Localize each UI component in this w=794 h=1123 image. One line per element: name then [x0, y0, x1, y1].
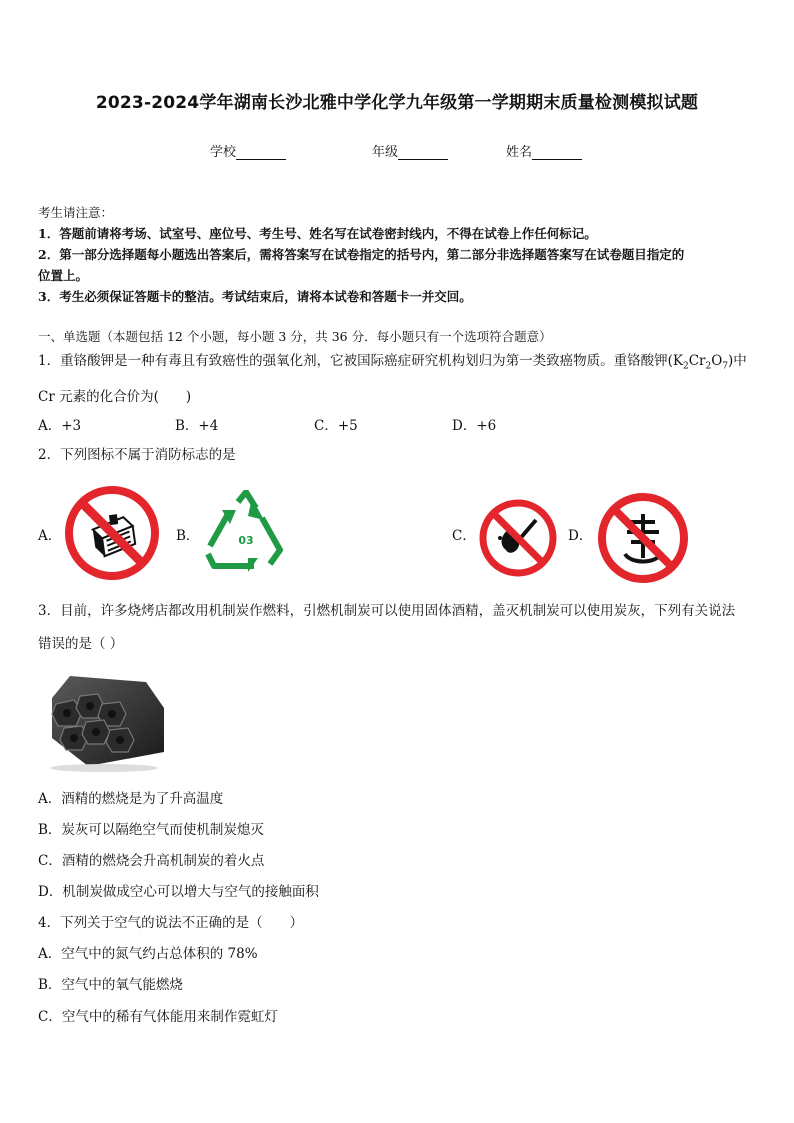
q1-option-a[interactable]: A．+3	[38, 418, 82, 434]
q3-option-a[interactable]: A．酒精的燃烧是为了升高温度	[38, 791, 224, 807]
no-fireworks-sign-icon[interactable]	[597, 492, 689, 584]
question-1	[38, 346, 760, 412]
note-item: 2．第一部分选择题每小题选出答案后，需将答案写在试卷指定的括号内，第二部分非选择题答案写在试卷题目指定的	[38, 247, 685, 262]
charcoal-briquettes-image	[42, 668, 168, 772]
question-2: 2．下列图标不属于消防标志的是	[38, 447, 236, 463]
grade-blank[interactable]	[398, 146, 448, 160]
grade-field	[372, 141, 448, 160]
question-4: 4．下列关于空气的说法不正确的是（ ）	[38, 915, 304, 931]
question-3	[38, 596, 760, 659]
school-blank[interactable]	[236, 146, 286, 160]
note-item: 位置上。	[38, 268, 89, 283]
q3-option-d[interactable]: D．机制炭做成空心可以增大与空气的接触面积	[38, 884, 319, 900]
question-1-line-1: 1．重铬酸钾是一种有毒且有致癌性的强氧化剂，它被国际癌症研究机构划归为第一类致癌物质。重铬酸钾$(K_2Cr_2O_7)$中	[38, 353, 747, 372]
note-item: 3．考生必须保证答题卡的整洁。考试结束后，请将本试卷和答题卡一并交回。	[38, 289, 472, 304]
note-item: 1．答题前请将考场、试室号、座位号、考生号、姓名写在试卷密封线内，不得在试卷上作任何标记。	[38, 226, 597, 241]
no-matches-sign-icon[interactable]	[64, 485, 160, 581]
no-open-flame-sign-icon[interactable]	[478, 498, 558, 578]
exam-notes	[38, 202, 758, 307]
name-field	[506, 141, 582, 160]
q2-option-a-label[interactable]: A．	[38, 528, 62, 544]
question-3-line-2: 错误的是（ ）	[38, 636, 124, 652]
name-blank[interactable]	[532, 146, 582, 160]
recycle-code: 03	[238, 534, 254, 547]
question-3-line-1: 3．目前，许多烧烤店都改用机制炭作燃料，引燃机制炭可以使用固体酒精，盖灭机制炭可以使用炭灰，下列有关说法	[38, 603, 736, 619]
page-title: 2023-2024学年湖南长沙北雅中学化学九年级第一学期期末质量检测模拟试题	[95, 93, 699, 113]
name-label: 姓名	[506, 145, 533, 160]
notes-heading: 考生请注意：	[38, 205, 114, 220]
grade-label: 年级	[372, 145, 399, 160]
q4-option-b[interactable]: B．空气中的氧气能燃烧	[38, 977, 183, 993]
q2-option-d-label[interactable]: D．	[568, 528, 593, 544]
recycling-symbol-icon[interactable]	[200, 490, 292, 574]
q1-option-d[interactable]: D．+6	[452, 418, 497, 434]
section-heading: 一、单选题（本题包括 12 个小题，每小题 3 分，共 36 分．每小题只有一个选项符合题意）	[38, 329, 552, 344]
q2-option-b-label[interactable]: B．	[176, 528, 200, 544]
q1-option-b[interactable]: B．+4	[175, 418, 219, 434]
q3-option-c[interactable]: C．酒精的燃烧会升高机制炭的着火点	[38, 853, 265, 869]
q3-option-b[interactable]: B．炭灰可以隔绝空气而使机制炭熄灭	[38, 822, 264, 838]
q2-option-c-label[interactable]: C．	[452, 528, 476, 544]
q4-option-c[interactable]: C．空气中的稀有气体能用来制作霓虹灯	[38, 1009, 278, 1025]
q1-option-c[interactable]: C．+5	[314, 418, 358, 434]
school-label: 学校	[210, 145, 237, 160]
question-1-line-2: Cr 元素的化合价为( )	[38, 388, 192, 405]
q4-option-a[interactable]: A．空气中的氮气约占总体积的 78%	[38, 946, 258, 962]
school-field	[210, 141, 286, 160]
